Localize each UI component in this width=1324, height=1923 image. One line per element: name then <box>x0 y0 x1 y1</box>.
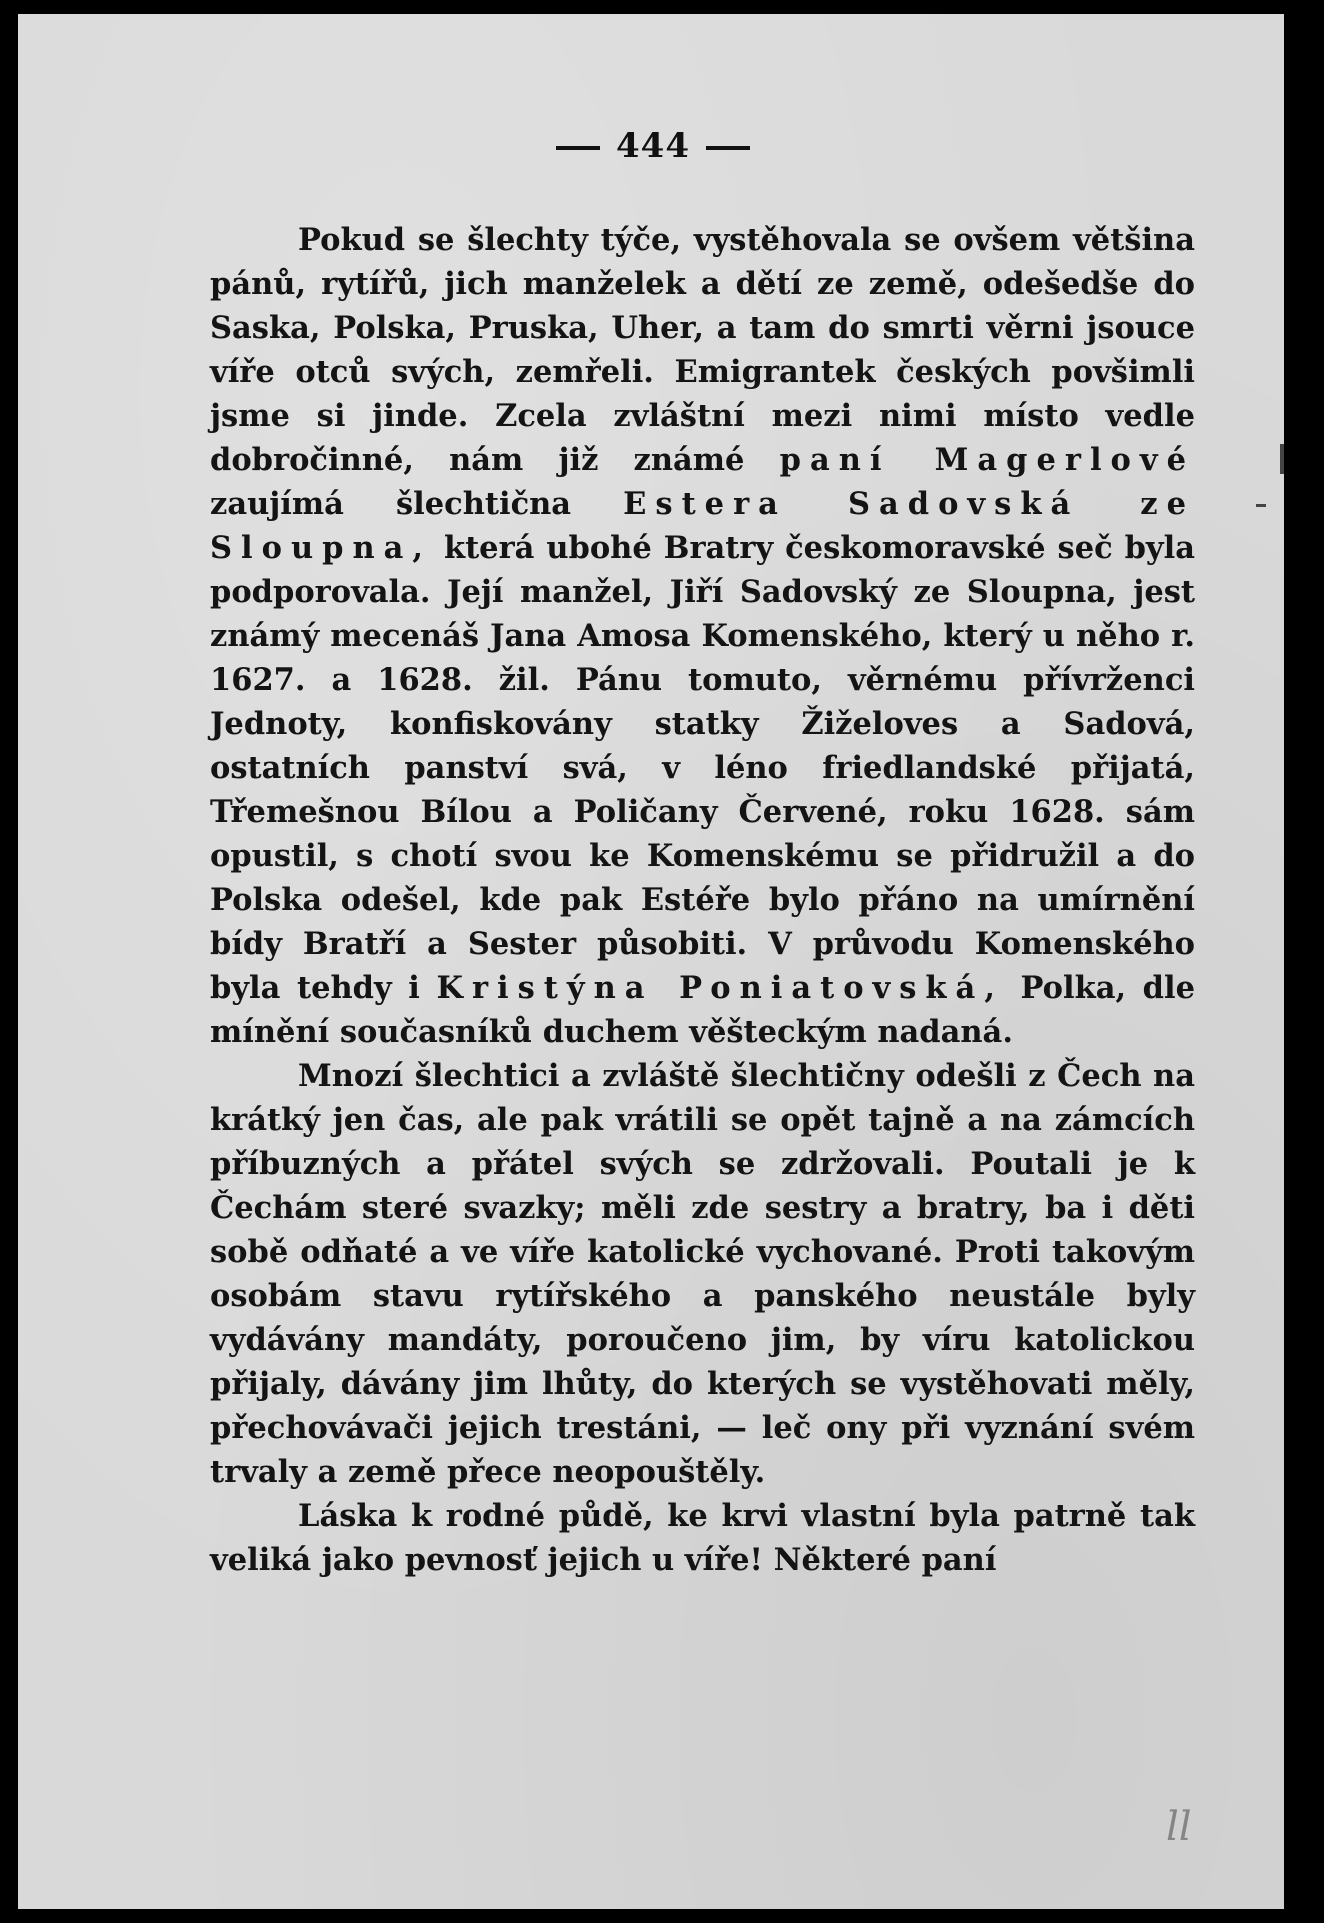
page-number-header <box>18 126 1288 166</box>
paragraph-1 <box>210 218 1195 1054</box>
margin-tick-mark <box>1256 504 1266 507</box>
page-number: 444 <box>616 126 690 166</box>
text-segment: Láska k rodné půdě, ke krvi vlastní byla patrně tak veliká jako pevnosť jejich u víře! Některé paní <box>210 1498 1195 1578</box>
margin-scribble: ll <box>1166 1804 1192 1850</box>
paragraph-2 <box>210 1054 1195 1494</box>
scanned-page <box>18 14 1288 1909</box>
spaced-name: Estera Sadovská ze Sloupna, <box>210 486 1196 566</box>
dash-right <box>706 146 750 150</box>
spaced-name: Kristýna Poniatovská, <box>436 970 1004 1006</box>
body-text <box>210 218 1195 1582</box>
text-segment: Polka, dle mínění současníků duchem věšteckým nadaná. <box>210 970 1195 1050</box>
text-segment: zaujímá šlechtična <box>210 486 624 522</box>
text-segment: Pokud se šlechty týče, vystěhovala se ovšem většina pánů, rytířů, jich manželek a dětí ze země, odešedše do Saska, Polska, Pruska, Uher, a tam do smrti věrni jsouce víře otců svých, zemřeli. Emigrantek českých povšimli jsme si jinde. Zcela zvláštní mezi nimi místo vedle dobročinné, nám již známé <box>210 222 1195 478</box>
dash-left <box>556 146 600 150</box>
text-segment: Mnozí šlechtici a zvláště šlechtičny odešli z Čech na krátký jen čas, ale pak vrátili se opět tajně a na zámcích příbuzných a přátel svých se zdržovali. Poutali je k Čechám steré svazky; měli zde sestry a bratry, ba i děti sobě odňaté a ve víře katolické vychované. Proti takovým osobám stavu rytířského a panského neustále byly vydávány mandáty, poroučeno jim, by víru katolickou přijaly, dávány jim lhůty, do kterých se vystěhovati měly, přechovávači jejich trestáni, — leč ony při vyznání svém trvaly a země přece neopouštěly. <box>210 1058 1195 1490</box>
paragraph-3 <box>210 1494 1195 1582</box>
scan-border <box>1284 0 1324 1923</box>
text-segment: která ubohé Bratry českomoravské seč byla podporovala. Její manžel, Jiří Sadovský ze Sloupna, jest známý mecenáš Jana Amosa Komenského, který u něho r. 1627. a 1628. žil. Pánu tomuto, věrnému přívrženci Jednoty, konfiskovány statky Žiželoves a Sadová, ostatních panství svá, v léno friedlandské přijatá, Třemešnou Bílou a Poličany Červené, roku 1628. sám opustil, s chotí svou ke Komenskému se přidružil a do Polska odešel, kde pak Estéře bylo přáno na umírnění bídy Bratří a Sester působiti. V průvodu Komenského byla tehdy i <box>210 530 1195 1006</box>
spaced-name: paní Magerlové <box>779 442 1196 478</box>
